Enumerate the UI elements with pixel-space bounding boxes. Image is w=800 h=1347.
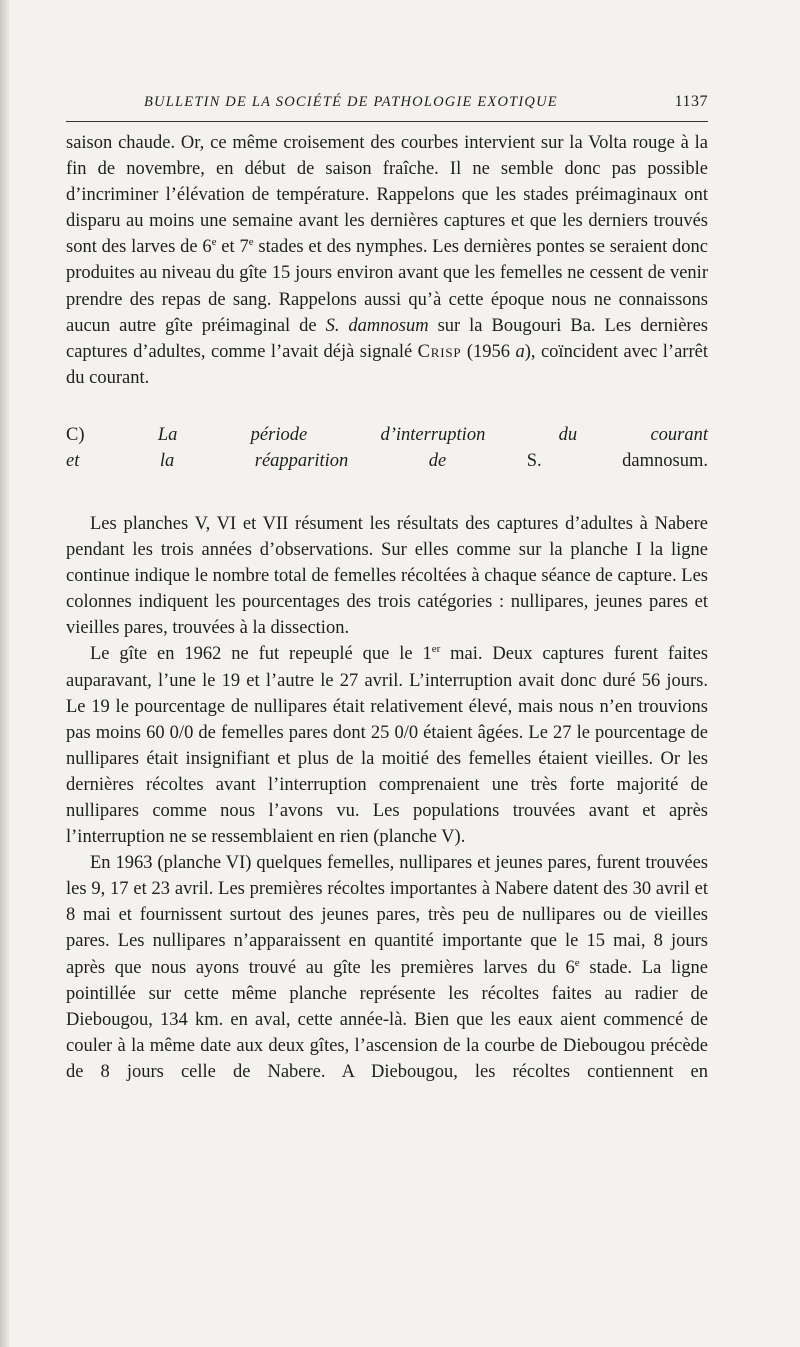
paragraph-1: saison chaude. Or, ce même croisement des courbes intervient sur la Volta rouge à la fin de novembre, en début de saison fraîche. Il ne semble donc pas possible d’incriminer l’élévation de température. Rappelons que les stades préimaginaux ont disparu au moins une semaine avant les dernières captures et que les derniers trouvés sont des larves de 6e et 7e stades et des nymphes. Les dernières pontes se seraient donc produites au niveau du gîte 15 jours environ avant que les femelles ne cessent de venir prendre des repas de sang. Rappelons aussi qu’à cette époque nous ne connaissons aucun autre gîte préimaginal de S. damnosum sur la Bougouri Ba. Les dernières captures d’adultes, comme l’avait déjà signalé Crisp (1956 a), coïncident avec l’arrêt du courant. xyxy=(66,133,708,388)
article-body xyxy=(66,130,708,1085)
species-name: S. damnosum xyxy=(325,315,429,336)
page-number: 1137 xyxy=(674,93,708,110)
paragraph-4: En 1963 (planche VI) quelques femelles, nullipares et jeunes pares, furent trouvées les 9, 17 et 23 avril. Les premières récoltes importantes à Nabere datent des 30 avril et 8 mai et fournissent surtout des jeunes pares, très peu de nullipares ou de vieilles pares. Les nullipares n’apparaissent en quantité importante que le 15 mai, 8 jours après que nous ayons trouvé au gîte les premières larves du 6e stade. La ligne pointillée sur cette même planche représente les récoltes faites au radier de Diebougou, 134 km. en aval, cette année-là. Bien que les eaux aient commencé de couler à la même date aux deux gîtes, l’ascension de la courbe de Diebougou précède de 8 jours celle de Nabere. A Diebougou, les récoltes contiennent en xyxy=(66,853,709,1082)
section-heading-line-1: La période d’interruption du courant xyxy=(157,424,708,445)
journal-title: BULLETIN DE LA SOCIÉTÉ DE PATHOLOGIE EXOTIQUE xyxy=(144,94,558,110)
section-label: C) xyxy=(66,424,158,445)
author-citation: Crisp xyxy=(417,341,462,362)
section-heading-species: S. damnosum. xyxy=(526,450,709,471)
section-heading xyxy=(66,422,708,474)
running-header xyxy=(66,93,708,122)
paragraph-3: Le gîte en 1962 ne fut repeuplé que le 1er mai. Deux captures furent faites auparavant, l’une le 19 et l’autre le 27 avril. L’interruption avait donc duré 56 jours. Le 19 le pourcentage de nullipares était relativement élevé, mais nous n’en trouvions pas moins 60 0/0 de femelles pares dont 25 0/0 étaient âgées. Le 27 le pourcentage de nullipares était insignifiant et plus de la moitié des femelles étaient vieilles. Or les dernières récoltes avant l’interruption comprenaient une très forte majorité de nullipares comme nous l’avons vu. Les populations trouvées avant et après l’interruption ne se ressemblaient en rien (planche V). xyxy=(66,643,708,848)
paragraph-2: Les planches V, VI et VII résument les résultats des captures d’adultes à Nabere pendant les trois années d’observations. Sur elles comme sur la planche I la ligne continue indique le nombre total de femelles récoltées à chaque séance de capture. Les colonnes indiquent les pourcentages des trois catégories : nullipares, jeunes pares et vieilles pares, trouvées à la dissection. xyxy=(66,513,708,639)
section-heading-line-2: et la réapparition de xyxy=(66,450,527,471)
page-gutter-shadow xyxy=(0,0,9,1347)
